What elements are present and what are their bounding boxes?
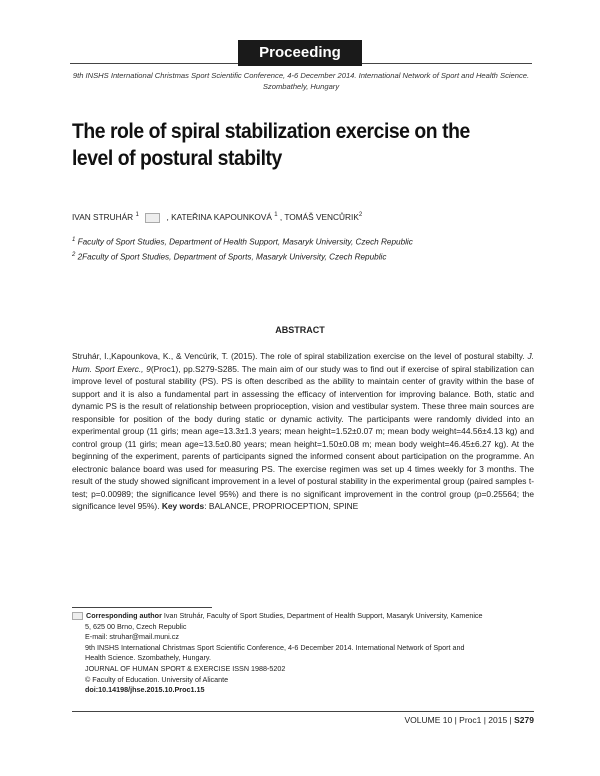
keywords-text: : BALANCE, PROPRIOCEPTION, SPINE	[204, 501, 359, 511]
affiliation-mark: 2	[72, 252, 76, 258]
footnote-line: Health Science. Szombathely, Hungary.	[85, 653, 211, 663]
page-number: S279	[514, 715, 534, 725]
author-affiliation-mark: 1	[274, 212, 278, 219]
author-name: , TOMÁŠ VENCŮRIK	[279, 212, 359, 222]
author-affiliation-mark: 2	[358, 212, 363, 219]
footer-rule	[72, 711, 534, 712]
envelope-icon	[72, 612, 83, 620]
doi-text: doi:10.14198/jhse.2015.10.Proc1.15	[85, 685, 205, 695]
affiliation-1	[72, 237, 413, 247]
footnote-line: JOURNAL OF HUMAN SPORT & EXERCISE ISSN 1988-5202	[85, 663, 286, 673]
corresponding-author-footnote	[72, 611, 534, 696]
keywords-label: Key words	[161, 501, 205, 511]
footnote-line: 9th INSHS International Christmas Sport Scientific Conference, 4-6 December 2014. International Network of Sport and	[85, 642, 465, 652]
page-footer	[72, 715, 534, 725]
footnote-line	[72, 611, 534, 622]
envelope-icon	[145, 213, 160, 223]
footnote-doi	[72, 685, 534, 696]
affiliation-text: Faculty of Sport Studies, Department of Health Support, Masaryk University, Czech Republic	[77, 237, 413, 247]
volume-info: VOLUME 10 | Proc1 | 2015 |	[404, 715, 512, 725]
footnote-email: E-mail: struhar@mail.muni.cz	[85, 632, 179, 642]
author-name: IVAN STRUHÁR	[72, 212, 134, 222]
corresponding-label: Corresponding author	[86, 611, 162, 620]
affiliation-2	[72, 252, 386, 262]
abstract-text: (Proc1), pp.S279-S285. The main aim of our study was to find out if exercise of spiral stabilization can improve level of postural stability (PS). PS is often described as the ability to maintain center of gravity within the base of support and it is also a fundamental part in assessing the efficacy of intervention for improving balance. Both, static and dynamic PS is the result of relationship between proprioception, vision and vestibular system. These three main sources are responsible for position of the body during static or dynamic activity. The participants were randomly divided into an experimental group (11 girls; mean age=13.3±1.3 years; mean height=1.52±0.07 m; mean body weight=44.56±4.13 kg) and control group (11 girls; mean age=13.5±0.80 years; mean height=1.50±0.08 m; mean body weight=46.45±6.27 kg). At the beginning of the experiment, parents of participants signed the informed consent about participation on the programme. An electronic balance board was used for measuring PS. The exercise regimen was set up 4 times weekly for 3 months. The result of the study showed significant improvement in a level of postural stability in the experimental group (paired samples t-test; p=0.00989; the significance level 95%) and there is no significant improvement in the control group (p=0.25564; the significance level 95%).	[72, 363, 534, 511]
journal-name: J. Hum. Sport Exerc., 9	[72, 351, 534, 374]
footnote-text: Ivan Struhár, Faculty of Sport Studies, Department of Health Support, Masaryk University, Kamenice	[161, 611, 483, 620]
paper-title: The role of spiral stabilization exercise on the level of postural stabilty	[72, 119, 470, 170]
affiliation-text: 2Faculty of Sport Studies, Department of Sports, Masaryk University, Czech Republic	[77, 252, 387, 262]
footnote-line: 5, 625 00 Brno, Czech Republic	[85, 621, 187, 631]
author-affiliation-mark: 1	[135, 212, 139, 219]
author-list	[72, 212, 362, 223]
conference-line: 9th INSHS International Christmas Sport Scientific Conference, 4-6 December 2014. International Network of Sport and Health Science. Szombathely, Hungary	[72, 71, 530, 91]
affiliation-mark: 1	[72, 237, 76, 243]
footnote-line: © Faculty of Education. University of Alicante	[85, 674, 229, 684]
author-name: , KATEŘINA KAPOUNKOVÁ	[166, 212, 272, 222]
abstract-heading: ABSTRACT	[275, 325, 325, 335]
proceeding-banner: Proceeding	[238, 40, 362, 66]
citation-text: Struhár, I.,Kapounkova, K., & Vencúrik, T. (2015). The role of spiral stabilization exercise on the level of postural stabilty.	[72, 351, 528, 361]
footnote-rule	[72, 607, 212, 608]
abstract-body	[72, 350, 534, 513]
